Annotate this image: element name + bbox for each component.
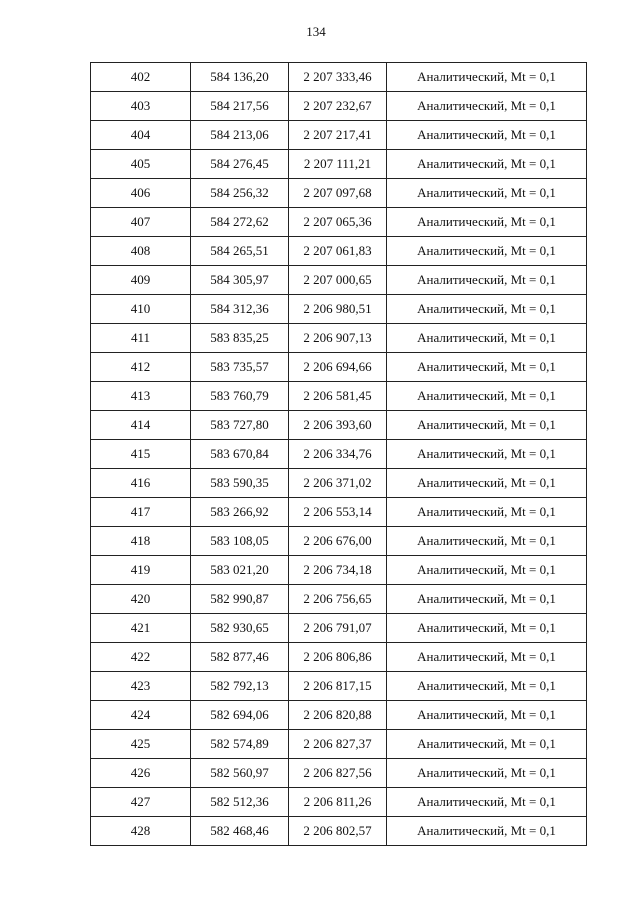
table-row: [91, 266, 587, 295]
point-number-cell: 424: [91, 701, 191, 730]
x-coordinate-cell: 583 735,57: [191, 353, 289, 382]
method-cell: Аналитический, Mt = 0,1: [387, 63, 587, 92]
method-cell: Аналитический, Mt = 0,1: [387, 295, 587, 324]
x-coordinate-cell: 582 512,36: [191, 788, 289, 817]
table-row: [91, 353, 587, 382]
y-coordinate-cell: 2 207 217,41: [289, 121, 387, 150]
point-number-cell: 425: [91, 730, 191, 759]
y-coordinate-cell: 2 206 756,65: [289, 585, 387, 614]
x-coordinate-cell: 584 217,56: [191, 92, 289, 121]
y-coordinate-cell: 2 206 581,45: [289, 382, 387, 411]
table-row: [91, 382, 587, 411]
table-row: [91, 179, 587, 208]
method-cell: Аналитический, Mt = 0,1: [387, 614, 587, 643]
table-row: [91, 63, 587, 92]
method-cell: Аналитический, Mt = 0,1: [387, 237, 587, 266]
table-row: [91, 527, 587, 556]
y-coordinate-cell: 2 206 694,66: [289, 353, 387, 382]
table-row: [91, 585, 587, 614]
point-number-cell: 420: [91, 585, 191, 614]
method-cell: Аналитический, Mt = 0,1: [387, 585, 587, 614]
y-coordinate-cell: 2 207 000,65: [289, 266, 387, 295]
x-coordinate-cell: 584 265,51: [191, 237, 289, 266]
table-row: [91, 324, 587, 353]
method-cell: Аналитический, Mt = 0,1: [387, 92, 587, 121]
y-coordinate-cell: 2 206 676,00: [289, 527, 387, 556]
point-number-cell: 413: [91, 382, 191, 411]
method-cell: Аналитический, Mt = 0,1: [387, 817, 587, 846]
point-number-cell: 411: [91, 324, 191, 353]
x-coordinate-cell: 582 560,97: [191, 759, 289, 788]
x-coordinate-cell: 584 276,45: [191, 150, 289, 179]
x-coordinate-cell: 583 108,05: [191, 527, 289, 556]
table-row: [91, 295, 587, 324]
x-coordinate-cell: 582 574,89: [191, 730, 289, 759]
method-cell: Аналитический, Mt = 0,1: [387, 643, 587, 672]
table-row: [91, 469, 587, 498]
table-row: [91, 92, 587, 121]
y-coordinate-cell: 2 207 065,36: [289, 208, 387, 237]
table-row: [91, 672, 587, 701]
method-cell: Аналитический, Mt = 0,1: [387, 382, 587, 411]
table-row: [91, 237, 587, 266]
method-cell: Аналитический, Mt = 0,1: [387, 469, 587, 498]
point-number-cell: 410: [91, 295, 191, 324]
point-number-cell: 409: [91, 266, 191, 295]
y-coordinate-cell: 2 206 817,15: [289, 672, 387, 701]
x-coordinate-cell: 584 136,20: [191, 63, 289, 92]
point-number-cell: 416: [91, 469, 191, 498]
x-coordinate-cell: 583 727,80: [191, 411, 289, 440]
method-cell: Аналитический, Mt = 0,1: [387, 324, 587, 353]
coordinates-table: [90, 62, 587, 846]
point-number-cell: 404: [91, 121, 191, 150]
method-cell: Аналитический, Mt = 0,1: [387, 759, 587, 788]
y-coordinate-cell: 2 206 553,14: [289, 498, 387, 527]
table-row: [91, 411, 587, 440]
y-coordinate-cell: 2 206 734,18: [289, 556, 387, 585]
table-row: [91, 556, 587, 585]
x-coordinate-cell: 582 792,13: [191, 672, 289, 701]
y-coordinate-cell: 2 207 097,68: [289, 179, 387, 208]
table-row: [91, 614, 587, 643]
point-number-cell: 417: [91, 498, 191, 527]
y-coordinate-cell: 2 206 811,26: [289, 788, 387, 817]
coordinates-table-body: [91, 63, 587, 846]
point-number-cell: 408: [91, 237, 191, 266]
x-coordinate-cell: 583 760,79: [191, 382, 289, 411]
method-cell: Аналитический, Mt = 0,1: [387, 498, 587, 527]
x-coordinate-cell: 582 990,87: [191, 585, 289, 614]
y-coordinate-cell: 2 206 806,86: [289, 643, 387, 672]
point-number-cell: 406: [91, 179, 191, 208]
method-cell: Аналитический, Mt = 0,1: [387, 179, 587, 208]
y-coordinate-cell: 2 206 393,60: [289, 411, 387, 440]
point-number-cell: 414: [91, 411, 191, 440]
x-coordinate-cell: 584 213,06: [191, 121, 289, 150]
x-coordinate-cell: 582 877,46: [191, 643, 289, 672]
method-cell: Аналитический, Mt = 0,1: [387, 266, 587, 295]
point-number-cell: 422: [91, 643, 191, 672]
y-coordinate-cell: 2 207 232,67: [289, 92, 387, 121]
x-coordinate-cell: 584 305,97: [191, 266, 289, 295]
y-coordinate-cell: 2 206 802,57: [289, 817, 387, 846]
x-coordinate-cell: 583 670,84: [191, 440, 289, 469]
method-cell: Аналитический, Mt = 0,1: [387, 411, 587, 440]
y-coordinate-cell: 2 206 907,13: [289, 324, 387, 353]
y-coordinate-cell: 2 207 061,83: [289, 237, 387, 266]
table-row: [91, 817, 587, 846]
page-number: 134: [306, 24, 326, 39]
point-number-cell: 405: [91, 150, 191, 179]
table-row: [91, 150, 587, 179]
x-coordinate-cell: 583 835,25: [191, 324, 289, 353]
point-number-cell: 426: [91, 759, 191, 788]
method-cell: Аналитический, Mt = 0,1: [387, 701, 587, 730]
y-coordinate-cell: 2 207 111,21: [289, 150, 387, 179]
x-coordinate-cell: 583 021,20: [191, 556, 289, 585]
method-cell: Аналитический, Mt = 0,1: [387, 556, 587, 585]
method-cell: Аналитический, Mt = 0,1: [387, 440, 587, 469]
point-number-cell: 421: [91, 614, 191, 643]
y-coordinate-cell: 2 206 827,37: [289, 730, 387, 759]
y-coordinate-cell: 2 206 827,56: [289, 759, 387, 788]
method-cell: Аналитический, Mt = 0,1: [387, 730, 587, 759]
method-cell: Аналитический, Mt = 0,1: [387, 672, 587, 701]
point-number-cell: 415: [91, 440, 191, 469]
table-row: [91, 440, 587, 469]
y-coordinate-cell: 2 206 371,02: [289, 469, 387, 498]
table-row: [91, 701, 587, 730]
point-number-cell: 403: [91, 92, 191, 121]
point-number-cell: 419: [91, 556, 191, 585]
x-coordinate-cell: 582 468,46: [191, 817, 289, 846]
point-number-cell: 427: [91, 788, 191, 817]
x-coordinate-cell: 582 694,06: [191, 701, 289, 730]
x-coordinate-cell: 584 272,62: [191, 208, 289, 237]
table-row: [91, 759, 587, 788]
point-number-cell: 412: [91, 353, 191, 382]
method-cell: Аналитический, Mt = 0,1: [387, 208, 587, 237]
y-coordinate-cell: 2 206 791,07: [289, 614, 387, 643]
table-row: [91, 730, 587, 759]
table-row: [91, 788, 587, 817]
x-coordinate-cell: 583 590,35: [191, 469, 289, 498]
table-row: [91, 498, 587, 527]
x-coordinate-cell: 582 930,65: [191, 614, 289, 643]
point-number-cell: 407: [91, 208, 191, 237]
point-number-cell: 428: [91, 817, 191, 846]
y-coordinate-cell: 2 206 980,51: [289, 295, 387, 324]
method-cell: Аналитический, Mt = 0,1: [387, 121, 587, 150]
point-number-cell: 402: [91, 63, 191, 92]
x-coordinate-cell: 584 256,32: [191, 179, 289, 208]
x-coordinate-cell: 584 312,36: [191, 295, 289, 324]
method-cell: Аналитический, Mt = 0,1: [387, 353, 587, 382]
point-number-cell: 423: [91, 672, 191, 701]
point-number-cell: 418: [91, 527, 191, 556]
table-row: [91, 643, 587, 672]
method-cell: Аналитический, Mt = 0,1: [387, 150, 587, 179]
table-row: [91, 208, 587, 237]
x-coordinate-cell: 583 266,92: [191, 498, 289, 527]
y-coordinate-cell: 2 207 333,46: [289, 63, 387, 92]
method-cell: Аналитический, Mt = 0,1: [387, 788, 587, 817]
y-coordinate-cell: 2 206 334,76: [289, 440, 387, 469]
table-row: [91, 121, 587, 150]
method-cell: Аналитический, Mt = 0,1: [387, 527, 587, 556]
y-coordinate-cell: 2 206 820,88: [289, 701, 387, 730]
